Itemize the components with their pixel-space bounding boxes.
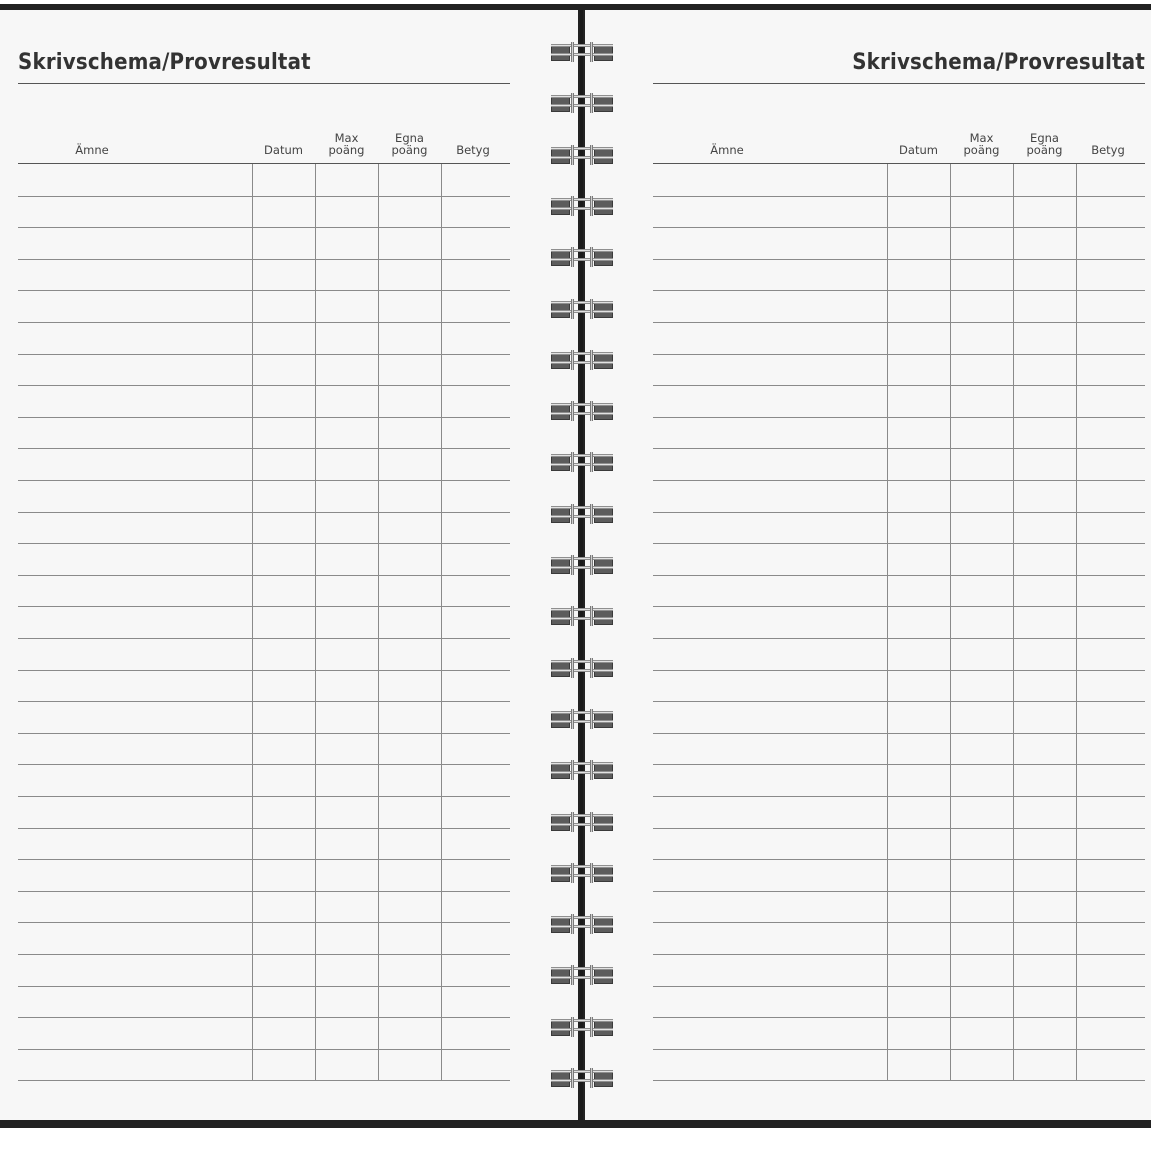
left-row-rule (18, 575, 510, 576)
spiral-ring (551, 760, 613, 780)
left-row-rule (18, 954, 510, 955)
right-row-rule (653, 670, 1145, 671)
left-row-rule (18, 1017, 510, 1018)
left-row-rule (18, 417, 510, 418)
right-header-max-line2: poäng (963, 143, 1000, 157)
spiral-ring (551, 504, 613, 524)
left-title-rule (18, 83, 510, 84)
right-row-rule (653, 922, 1145, 923)
left-header-egna-line1: Egna (395, 131, 424, 145)
left-row-rule (18, 290, 510, 291)
right-row-rule (653, 322, 1145, 323)
right-row-rule (653, 859, 1145, 860)
left-row-rule (18, 322, 510, 323)
left-header-max-line2: poäng (328, 143, 365, 157)
right-header-max (950, 132, 1013, 156)
left-header-datum: Datum (264, 143, 303, 157)
right-row-rule (653, 354, 1145, 355)
right-page-title: Skrivschema/Provresultat (852, 50, 1145, 75)
right-row-rule (653, 891, 1145, 892)
spiral-ring (551, 812, 613, 832)
left-row-rule (18, 227, 510, 228)
spiral-ring (551, 1017, 613, 1037)
left-header-egna-line2: poäng (391, 143, 428, 157)
spiral-ring (551, 299, 613, 319)
left-row-rule (18, 986, 510, 987)
right-row-rule (653, 417, 1145, 418)
right-row-rule (653, 828, 1145, 829)
right-row-rule (653, 290, 1145, 291)
right-title-rule (653, 83, 1145, 84)
right-column-divider (1076, 164, 1077, 1080)
right-row-rule (653, 259, 1145, 260)
left-row-rule (18, 543, 510, 544)
left-header-amne: Ämne (75, 143, 109, 157)
left-header-max-line1: Max (334, 131, 359, 145)
spiral-ring (551, 42, 613, 62)
right-header-egna (1013, 132, 1076, 156)
right-row-rule (653, 543, 1145, 544)
right-row-rule (653, 480, 1145, 481)
spiral-ring (551, 555, 613, 575)
left-row-rule (18, 196, 510, 197)
right-row-rule (653, 638, 1145, 639)
left-header-max (315, 132, 378, 156)
left-row-rule (18, 638, 510, 639)
right-page (585, 10, 1151, 1120)
left-row-rule (18, 1080, 510, 1081)
spiral-ring (551, 914, 613, 934)
spiral-ring (551, 93, 613, 113)
left-page (0, 10, 578, 1120)
right-header-egna-line2: poäng (1026, 143, 1063, 157)
left-row-rule (18, 859, 510, 860)
right-header-rule (653, 163, 1145, 164)
right-row-rule (653, 227, 1145, 228)
left-row-rule (18, 354, 510, 355)
right-column-divider (887, 164, 888, 1080)
right-row-rule (653, 796, 1145, 797)
spiral-ring (551, 145, 613, 165)
left-row-rule (18, 1049, 510, 1050)
right-row-rule (653, 196, 1145, 197)
right-header-betyg: Betyg (1091, 143, 1125, 157)
left-row-rule (18, 764, 510, 765)
left-row-rule (18, 796, 510, 797)
left-row-rule (18, 828, 510, 829)
right-row-rule (653, 606, 1145, 607)
left-row-rule (18, 259, 510, 260)
spiral-ring (551, 709, 613, 729)
left-header-betyg: Betyg (456, 143, 490, 157)
spiral-ring (551, 965, 613, 985)
right-row-rule (653, 385, 1145, 386)
left-row-rule (18, 701, 510, 702)
right-row-rule (653, 701, 1145, 702)
right-header-egna-line1: Egna (1030, 131, 1059, 145)
spiral-ring (551, 1068, 613, 1088)
right-row-rule (653, 1049, 1145, 1050)
right-column-divider (950, 164, 951, 1080)
right-row-rule (653, 448, 1145, 449)
left-row-rule (18, 448, 510, 449)
left-column-divider (315, 164, 316, 1080)
left-header-egna (378, 132, 441, 156)
right-row-rule (653, 1017, 1145, 1018)
spiral-ring (551, 401, 613, 421)
left-row-rule (18, 670, 510, 671)
spiral-ring (551, 658, 613, 678)
spiral-ring (551, 606, 613, 626)
left-column-divider (378, 164, 379, 1080)
spiral-ring (551, 247, 613, 267)
left-row-rule (18, 891, 510, 892)
right-header-datum: Datum (899, 143, 938, 157)
left-page-title: Skrivschema/Provresultat (18, 50, 311, 75)
right-row-rule (653, 986, 1145, 987)
right-row-rule (653, 1080, 1145, 1081)
left-header-rule (18, 163, 510, 164)
right-row-rule (653, 575, 1145, 576)
left-column-divider (441, 164, 442, 1080)
spiral-ring (551, 863, 613, 883)
right-row-rule (653, 733, 1145, 734)
spiral-ring (551, 196, 613, 216)
spiral-ring (551, 452, 613, 472)
right-row-rule (653, 764, 1145, 765)
right-header-amne: Ämne (710, 143, 744, 157)
left-column-divider (252, 164, 253, 1080)
spiral-ring (551, 350, 613, 370)
right-header-max-line1: Max (969, 131, 994, 145)
left-row-rule (18, 480, 510, 481)
left-row-rule (18, 733, 510, 734)
right-column-divider (1013, 164, 1014, 1080)
right-row-rule (653, 512, 1145, 513)
left-row-rule (18, 922, 510, 923)
right-row-rule (653, 954, 1145, 955)
left-row-rule (18, 512, 510, 513)
left-row-rule (18, 385, 510, 386)
left-row-rule (18, 606, 510, 607)
